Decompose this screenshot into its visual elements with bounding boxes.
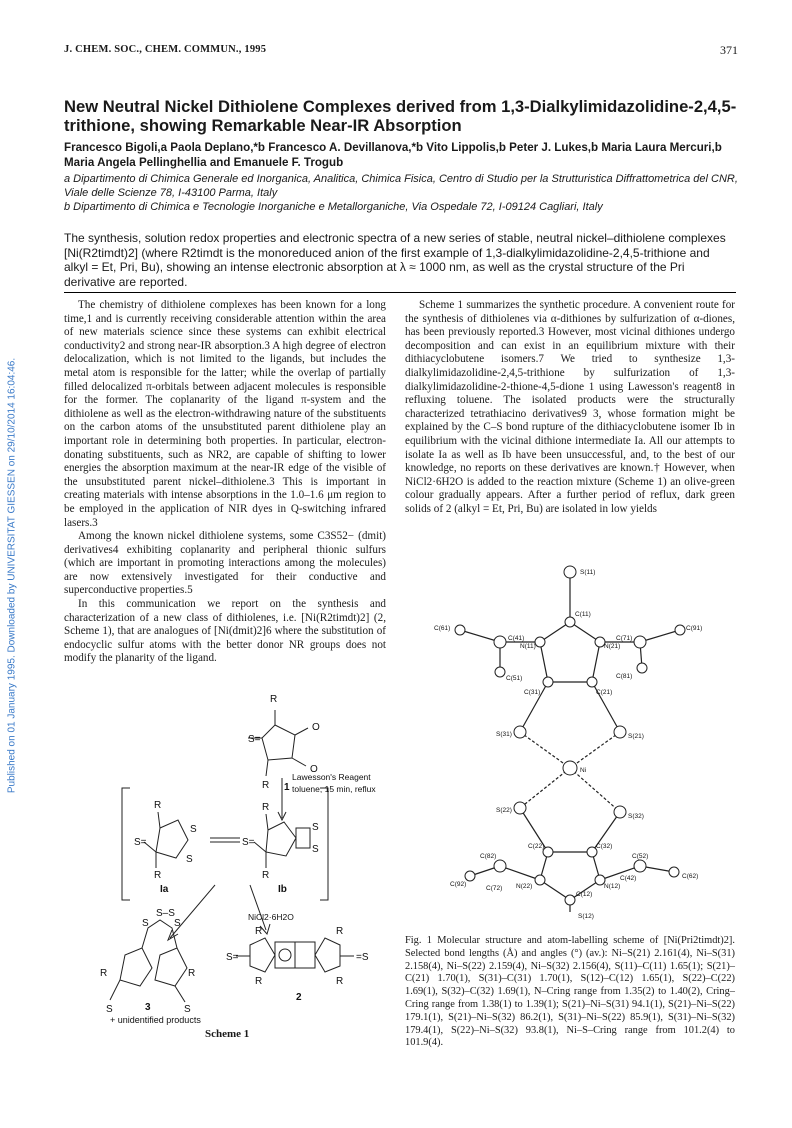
figure-1-structure (420, 560, 720, 920)
atom-label: C(51) (506, 675, 523, 682)
atom-label: C(62) (682, 873, 699, 880)
svg-text:R: R (188, 968, 196, 979)
svg-text:S: S (312, 822, 319, 833)
abstract: The synthesis, solution redox properties and electronic spectra of a new series of stable, neutral nickel–dithiolene complexes [Ni(R2timdt)2] (where R2timdt is the monoreduced anion of the first example of 1,3-dialkylimidazolidine-2,4,5-trithione and alkyl = Et, Pri, Bu), showing an intense electronic absorption at λ ≈ 1000 nm, as well as the crystal structure of the Pri derivative are reported. (64, 231, 726, 289)
download-stamp: Published on 01 January 1995. Downloaded by UNIVERSITAT GIESSEN on 29/10/2014 16:04:46. (6, 357, 18, 794)
svg-text:R: R (336, 976, 344, 987)
atom-label: C(92) (450, 881, 467, 888)
atom-label: C(21) (596, 689, 613, 696)
svg-text:S: S (174, 918, 181, 929)
paragraph: Scheme 1 summarizes the synthetic procedure. A convenient route for the synthesis of dithiolenes via α-dithiones by sulfurization of α-diones, has been previously reported.3 However, most vicinal dithiones undergo decomposition and can exist in an equilibrium mixture with their dithiacyclobutene isomers.7 We tried to synthesize 1,3-dialkylimidazolidine-2,4,5-trithione by sulfurization of 1,3-dialkylimidazolidine-2-thione-4,5-dione 1 using Lawesson's reagent8 in refluxing toluene. The isolated products were the structurally characterized tetrathiacino derivatives9 3, whose formation might be explained by the C–S bond rupture of the dithiacyclobutene isomer Ib in equilibrium with the vicinal dithione intermediate Ia. All our attempts to isolate Ia as well as Ib have been unsuccessful, and, to the best of our knowledge, no reports on these derivatives are known.† However, when NiCl2·6H2O is added to the reaction mixture (Scheme 1) an olive-green colour gradually appears. After a further period of reflux, dark green solids of 2 (alkyl = Et, Pri, Bu) are isolated in low yields (405, 299, 735, 515)
atom-label: N(12) (604, 883, 621, 890)
svg-text:S=: S= (226, 952, 239, 963)
right-column (405, 299, 735, 517)
atom-label: C(31) (524, 689, 541, 696)
atom-label: S(21) (628, 733, 644, 740)
page-number: 371 (720, 43, 738, 57)
svg-text:S=: S= (134, 837, 147, 848)
svg-text:R: R (270, 694, 278, 705)
svg-text:Lawesson's Reagent (292, 772, 371, 782)
left-column (64, 299, 386, 666)
svg-text:S: S (184, 1004, 191, 1015)
atom-label: C(72) (486, 885, 503, 892)
svg-text:S–S: S–S (156, 908, 175, 919)
svg-text:O: O (310, 764, 318, 775)
atom-label: C(11) (575, 611, 591, 618)
atom-label: N(22) (516, 883, 533, 890)
compound-ib-label: Ib (278, 884, 287, 895)
affiliations (64, 172, 744, 214)
svg-text:O: O (312, 722, 320, 733)
atom-label: C(61) (434, 625, 451, 632)
atom-label: C(42) (620, 875, 637, 882)
svg-text:R: R (262, 780, 270, 791)
running-head: J. CHEM. SOC., CHEM. COMMUN., 1995 (64, 44, 267, 55)
scheme-1-diagram (70, 680, 390, 1025)
atom-label: S(31) (496, 731, 512, 738)
atom-label: S(22) (496, 807, 512, 814)
paragraph: The chemistry of dithiolene complexes has been known for a long time,1 and is currently receiving considerable attention within the area of new materials science since these systems can exhibit electrical conductivity2 and strong near-IR absorption.3 A high degree of electron delocalization, which is not limited to the ligands, but includes the metal atom is responsible for the latter; while the overlap of partially filled delocalized π-orbitals between adjacent molecules is responsible for the former. The coplanarity of the ligand π-system and the dithiolene as well as the electron-withdrawing nature of the substituents on the carbon atoms of the unsubstituted parent dithiolene play an important role in determining both properties. In particular, electron-donating substituents, such as NR2, are capable of shifting to lower energies the absorption maximum at the near-IR edge of the visible of the unsubstituted parent nickel–dithiolene.3 This is important in creating materials with intense absorptions in the 1.0–1.6 μm region to be employed in the application of NIR dyes in Q-switching infrared lasers.3 (64, 299, 386, 529)
svg-text:R: R (154, 800, 162, 811)
paragraph: In this communication we report on the synthesis and characterization of a new class of dithiolenes, i.e. [Ni(R2timdt)2] (2, Scheme 1), that are analogues of [Ni(dmit)2]6 where the substitution of endocyclic sulfur atoms with the better donor NR groups does not modify the planarity of the ligand. (64, 598, 386, 665)
atom-label: C(81) (616, 673, 633, 680)
atom-label: N(11) (520, 643, 536, 650)
atom-label: S(11) (580, 569, 596, 576)
svg-text:R: R (255, 976, 263, 987)
article-title: New Neutral Nickel Dithiolene Complexes derived from 1,3-Dialkylimidazolidine-2,4,5-trithione, showing Remarkable Near-IR Absorption (64, 97, 737, 135)
svg-text:R: R (262, 870, 270, 881)
affiliation-b: b Dipartimento di Chimica e Tecnologie Inorganiche e Metallorganiche, Via Ospedale 72, I-09124 Cagliari, Italy (64, 201, 603, 213)
atom-label: C(12) (576, 891, 593, 898)
atom-label: C(52) (632, 853, 649, 860)
svg-text:R: R (154, 870, 162, 881)
svg-text:S: S (106, 1004, 113, 1015)
reagent-lawesson: Lawesson's Reagent (292, 772, 371, 782)
atom-label: C(41) (508, 635, 525, 642)
atom-label: S(32) (628, 813, 644, 820)
compound-ia-label: Ia (160, 884, 169, 895)
svg-text:R: R (336, 926, 344, 937)
svg-text:1: 1 (284, 782, 290, 793)
affiliation-a: a Dipartimento di Chimica Generale ed Inorganica, Analitica, Chimica Fisica, Centro di Studio per la Strutturistica Diffrattometrica del CNR, Viale delle Scienze 78, I-43100 Parma, Italy (64, 173, 738, 199)
abstract-divider (64, 292, 736, 293)
reagent-nickel: NiCl2·6H2O (248, 912, 294, 922)
scheme-label: Scheme 1 (205, 1028, 250, 1040)
svg-text:S: S (312, 844, 319, 855)
paragraph: Among the known nickel dithiolene systems, some C3S52− (dmit) derivatives4 exhibiting coplanarity and peripheral thionic sulfurs (which are important in promoting interactions among the molecules) are now extensively investigated for their conductive and superconductive properties.5 (64, 530, 386, 597)
reagent-conditions: toluene, 15 min, reflux (292, 784, 376, 794)
svg-text:toluene, 15 min, reflux (292, 784, 376, 794)
svg-text:S=: S= (242, 837, 255, 848)
atom-label: C(91) (686, 625, 703, 632)
byproduct-label: + unidentified products (110, 1015, 201, 1025)
svg-text:S: S (190, 824, 197, 835)
svg-text:S: S (142, 918, 149, 929)
svg-text:S: S (186, 854, 193, 865)
atom-label: C(22) (528, 843, 545, 850)
svg-text:R: R (100, 968, 108, 979)
atom-label: C(32) (596, 843, 613, 850)
atom-label: Ni (580, 767, 587, 774)
atom-label: C(82) (480, 853, 497, 860)
svg-text:R: R (262, 802, 270, 813)
svg-text:R: R (255, 926, 263, 937)
compound-2-label: 2 (296, 992, 302, 1003)
atom-label: S(12) (578, 913, 594, 920)
figure-caption: Fig. 1 Molecular structure and atom-labelling scheme of [Ni(Pri2timdt)2]. Selected bond lengths (Å) and angles (°) (av.): Ni–S(21) 2.161(4), Ni–S(31) 2.158(4), Ni–S(22) 2.159(4), Ni–S(32) 2.156(4), S(11)–C(11) 1.65(1); S(21)–C(21) 1.70(1), S(31)–C(31) 1.70(1), S(12)–C(12) 1.65(1), S(22)–C(22) 1.69(1), S(32)–C(32) 1.69(1), N–Cring range from 1.35(2) to 1.40(2), Cring–Cring range from 1.38(1) to 1.39(1); S(21)–Ni–S(31) 94.1(1), S(21)–Ni–S(22) 179.1(1), S(21)–Ni–S(32) 86.2(1), S(31)–Ni–S(22) 85.9(1), S(31)–Ni–S(32) 179.4(1), S(22)–Ni–S(32) 93.8(1), Ni–S–Cring range from 101.2(4) to 101.9(4). (405, 935, 735, 1049)
compound-3-label: 3 (145, 1002, 151, 1013)
atom-label: N(21) (604, 643, 621, 650)
svg-text:S=: S= (248, 734, 261, 745)
author-list: Francesco Bigoli,a Paola Deplano,*b Francesco A. Devillanova,*b Vito Lippolis,b Peter J. Lukes,b Maria Laura Mercuri,b Maria Angela Pellinghellia and Emanuele F. Trogub (64, 141, 722, 169)
atom-label: C(71) (616, 635, 633, 642)
svg-text:=S: =S (356, 952, 369, 963)
